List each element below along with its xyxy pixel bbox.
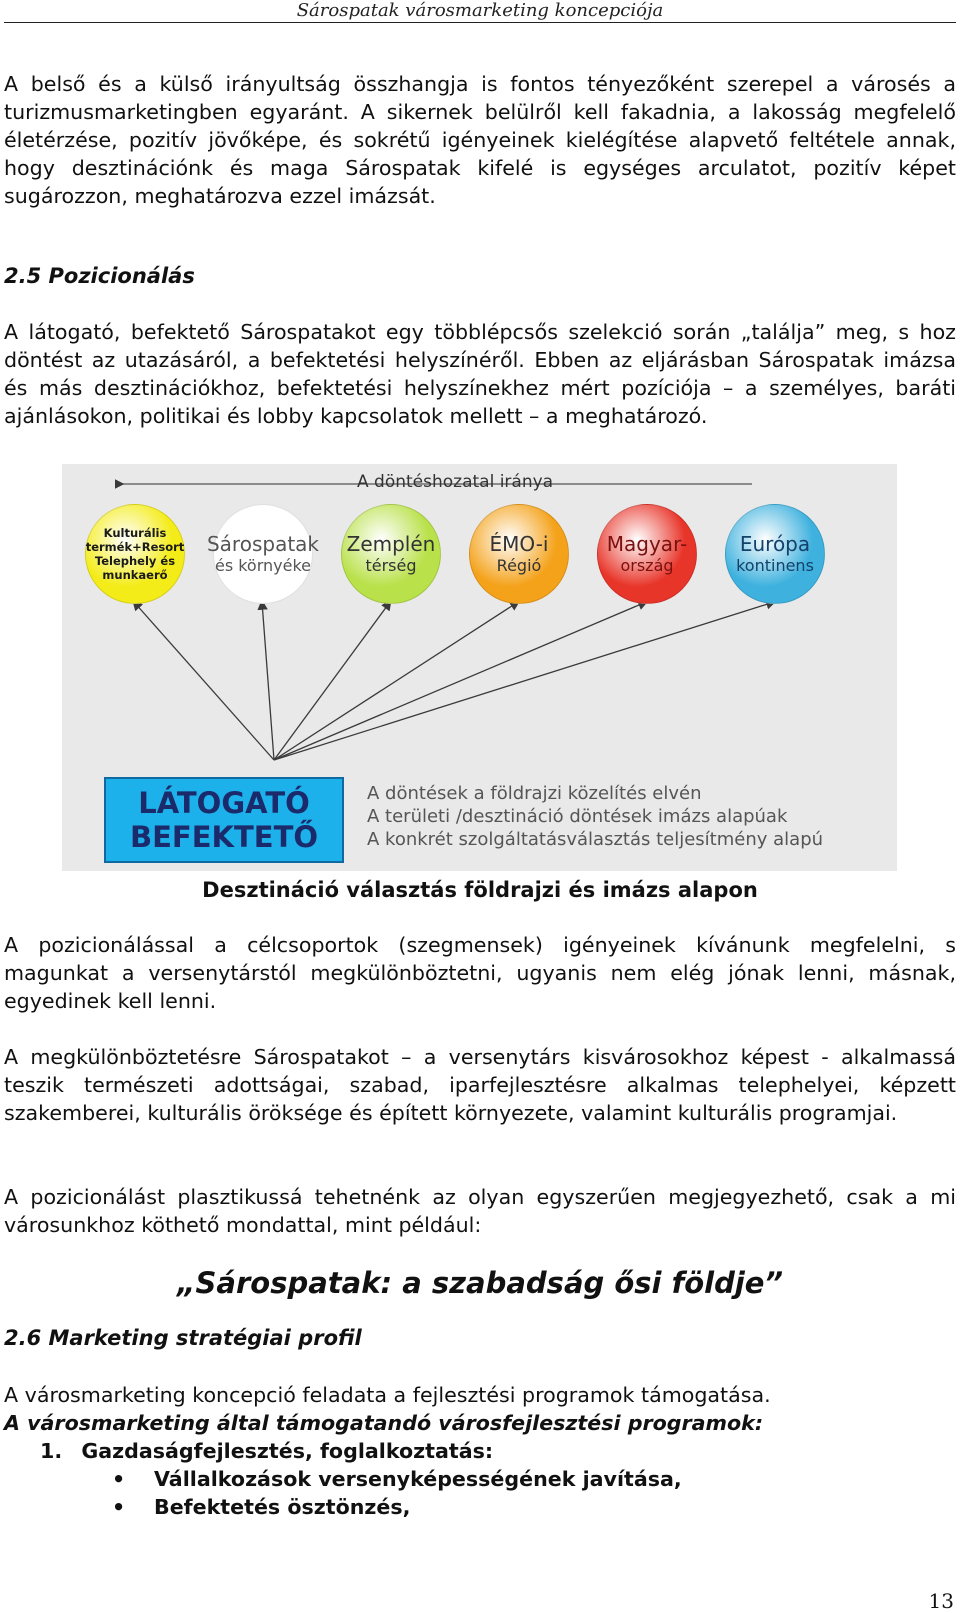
direction-label: A döntéshozatal iránya: [357, 472, 554, 492]
circle-subtitle: Régió: [496, 556, 542, 575]
ray-to-circle-5: [274, 602, 646, 760]
header-rule: [4, 22, 956, 23]
circle-title: Sárospatak: [206, 532, 320, 556]
visitor-investor-box: [104, 777, 344, 863]
running-header: [0, 0, 960, 24]
list-item-1: [40, 1437, 900, 1465]
geo-level-circle-6: [725, 504, 825, 604]
geo-level-circle-3: [341, 504, 441, 604]
slogan: „Sárospatak: a szabadság ősi földje”: [176, 1266, 784, 1300]
circle-title: Zemplén: [346, 532, 436, 556]
decision-note-3: A konkrét szolgáltatásválasztás teljesítmény alapú: [367, 829, 824, 850]
list-item-1-label: Gazdaságfejlesztés, foglalkoztatás:: [81, 1439, 494, 1463]
circle-line-3: Telephely és: [94, 554, 176, 568]
bullet-item-2: [112, 1493, 912, 1521]
ray-to-circle-1: [134, 602, 274, 760]
destination-choice-diagram: [62, 464, 897, 871]
intro-paragraph: A belső és a külső irányultság összhangja is fontos tényezőként szerepel a városés a turizmusmarketingben egyaránt. A sikernek belülről kell fakadnia, a lakosság megfelelő életérzése, pozitív jövőképe, és sokrétű igényeinek kielégítése alapvető feltétele annak, hogy desztinációnk és maga Sárospatak kifelé is egységes arculatot, pozitív képet sugározzon, meghatározva ezzel imázsát.: [4, 72, 956, 208]
positioning-paragraph: A látogató, befektető Sárospatakot egy többlépcsős szelekció során „találja” meg, s hoz döntést az utazásáról, a befektetési helyszínéről. Ebben az eljárásban Sárospatak imázsa és más desztinációkhoz, befektetési helyszínekhez mért pozíciója – a személyes, baráti ajánlásokon, politikai és lobby kapcsolatok mellett – a meghatározó.: [4, 320, 956, 428]
circle-subtitle: ország: [620, 556, 674, 575]
circle-subtitle: kontinens: [736, 556, 814, 575]
list-item-1-number: 1.: [40, 1439, 63, 1463]
differentiation-paragraph: A megkülönböztetésre Sárospatakot – a versenytárs kisvárosokhoz képest - alkalmassá teszik természeti adottságai, szabad, iparfejlesztésre alkalmas telephelyei, képzett szakemberei, kulturális öröksége és épített környezete, valamint kulturális programjai.: [4, 1045, 956, 1125]
circle-title: Európa: [739, 532, 811, 556]
targeting-paragraph: A pozicionálással a célcsoportok (szegmensek) igényeinek kívánunk megfelelni, s magunkat a versenytárstól megkülönböztetni, ugyanis nem elég jónak lenni, másnak, egyedinek kell lenni.: [4, 933, 956, 1013]
decision-note-2: A területi /desztináció döntések imázs alapúak: [367, 806, 788, 827]
slogan-intro-paragraph: A pozicionálást plasztikussá tehetnénk az olyan egyszerűen megjegyezhető, csak a mi városunkhoz köthető mondattal, mint például:: [4, 1185, 956, 1237]
header-title: Sárospatak városmarketing koncepciója: [296, 0, 664, 21]
circle-line-1: Kulturális: [103, 526, 167, 540]
decision-note-1: A döntések a földrajzi közelítés elvén: [367, 783, 702, 804]
bullet-text: Vállalkozások versenyképességének javítása,: [154, 1467, 682, 1491]
visitor-box-line-2: BEFEKTETŐ: [129, 820, 319, 854]
figure-caption: Desztináció választás földrajzi és imázs alapon: [202, 878, 758, 902]
profile-intro: A városmarketing koncepció feladata a fejlesztési programok támogatása.: [4, 1383, 771, 1407]
section-2-5-heading: 2.5 Pozicionálás: [4, 264, 195, 288]
circle-title: Magyar-: [606, 532, 688, 556]
circle-line-4: munkaerő: [102, 568, 168, 582]
ray-to-circle-3: [274, 602, 390, 760]
ray-to-circle-2: [262, 602, 274, 760]
programs-heading: A városmarketing által támogatandó városfejlesztési programok:: [4, 1411, 764, 1435]
bullet-icon: •: [112, 1467, 126, 1491]
ray-to-circle-6: [274, 602, 774, 760]
bullet-text: Befektetés ösztönzés,: [154, 1495, 411, 1519]
circle-subtitle: és környéke: [214, 556, 312, 575]
bullet-item-1: [112, 1465, 912, 1493]
geo-level-circle-2: [206, 504, 320, 604]
section-2-6-heading: 2.6 Marketing stratégiai profil: [4, 1326, 362, 1350]
decision-notes: [367, 782, 823, 851]
circle-title: ÉMO-i: [489, 532, 549, 556]
bullet-icon: •: [112, 1495, 126, 1519]
circle-subtitle: térség: [365, 556, 417, 575]
ray-to-circle-4: [274, 602, 518, 760]
geo-level-circle-4: [469, 504, 569, 604]
visitor-box-line-1: LÁTOGATÓ: [138, 786, 310, 820]
decision-rays: [134, 602, 774, 760]
page-number: 13: [928, 1589, 954, 1613]
geo-level-circle-1: [85, 504, 185, 604]
geo-level-circle-5: [597, 504, 697, 604]
circle-line-2: termék+Resort: [85, 540, 185, 554]
